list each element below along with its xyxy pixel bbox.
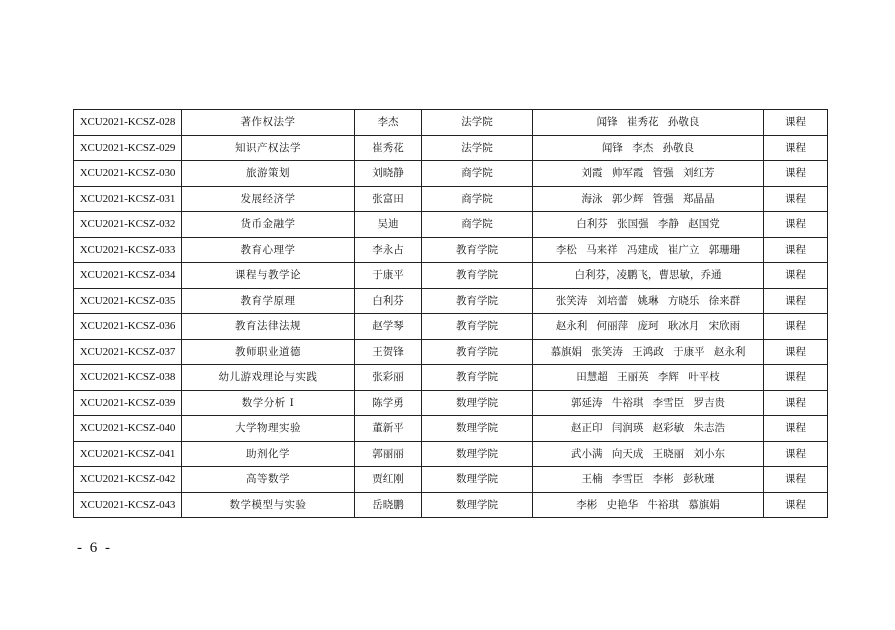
table-row: [74, 365, 828, 391]
college-cell: 数理学院: [422, 416, 533, 442]
members-cell: 张笑涛 刘培蕾 姚琳 方晓乐 徐来群: [533, 288, 764, 314]
type-cell: 课程: [764, 161, 828, 187]
leader-cell: 李杰: [355, 110, 422, 136]
leader-cell: 于康平: [355, 263, 422, 289]
course-name-cell: 教育法律法规: [182, 314, 355, 340]
table-row: [74, 237, 828, 263]
type-cell: 课程: [764, 314, 828, 340]
course-table-body: [74, 110, 828, 518]
project-code-cell: XCU2021-KCSZ-028: [74, 110, 182, 136]
members-cell: 田慧超 王丽英 李辉 叶平枝: [533, 365, 764, 391]
leader-cell: 张彩丽: [355, 365, 422, 391]
leader-cell: 董新平: [355, 416, 422, 442]
type-cell: 课程: [764, 492, 828, 518]
project-code-cell: XCU2021-KCSZ-029: [74, 135, 182, 161]
course-table: [73, 109, 828, 518]
course-name-cell: 幼儿游戏理论与实践: [182, 365, 355, 391]
project-code-cell: XCU2021-KCSZ-043: [74, 492, 182, 518]
college-cell: 法学院: [422, 135, 533, 161]
leader-cell: 李永占: [355, 237, 422, 263]
college-cell: 商学院: [422, 161, 533, 187]
course-name-cell: 大学物理实验: [182, 416, 355, 442]
members-cell: 赵永利 何丽萍 庞珂 耿冰月 宋欣雨: [533, 314, 764, 340]
members-cell: 白利芬，凌鹏飞，曹思敏，乔通: [533, 263, 764, 289]
table-row: [74, 110, 828, 136]
leader-cell: 王贺锋: [355, 339, 422, 365]
table-row: [74, 390, 828, 416]
leader-cell: 贾红刚: [355, 467, 422, 493]
table-row: [74, 441, 828, 467]
project-code-cell: XCU2021-KCSZ-040: [74, 416, 182, 442]
college-cell: 数理学院: [422, 390, 533, 416]
page-number: - 6 -: [77, 540, 112, 556]
project-code-cell: XCU2021-KCSZ-041: [74, 441, 182, 467]
project-code-cell: XCU2021-KCSZ-042: [74, 467, 182, 493]
members-cell: 李松 马来祥 冯建成 崔广立 郭珊珊: [533, 237, 764, 263]
type-cell: 课程: [764, 416, 828, 442]
leader-cell: 郭丽丽: [355, 441, 422, 467]
college-cell: 法学院: [422, 110, 533, 136]
table-row: [74, 212, 828, 238]
table-row: [74, 135, 828, 161]
project-code-cell: XCU2021-KCSZ-036: [74, 314, 182, 340]
members-cell: 白利芬 张国强 李静 赵国党: [533, 212, 764, 238]
members-cell: 刘霞 帅军霞 管强 刘红芳: [533, 161, 764, 187]
type-cell: 课程: [764, 339, 828, 365]
leader-cell: 崔秀花: [355, 135, 422, 161]
members-cell: 闻锋 崔秀花 孙敬良: [533, 110, 764, 136]
members-cell: 赵正印 闫润瑛 赵彩敏 朱志浩: [533, 416, 764, 442]
table-row: [74, 288, 828, 314]
college-cell: 教育学院: [422, 365, 533, 391]
project-code-cell: XCU2021-KCSZ-030: [74, 161, 182, 187]
table-row: [74, 314, 828, 340]
project-code-cell: XCU2021-KCSZ-032: [74, 212, 182, 238]
table-row: [74, 263, 828, 289]
type-cell: 课程: [764, 110, 828, 136]
members-cell: 慕旗娟 张笑涛 王鸿政 于康平 赵永利: [533, 339, 764, 365]
type-cell: 课程: [764, 441, 828, 467]
project-code-cell: XCU2021-KCSZ-031: [74, 186, 182, 212]
table-row: [74, 492, 828, 518]
leader-cell: 陈学勇: [355, 390, 422, 416]
project-code-cell: XCU2021-KCSZ-034: [74, 263, 182, 289]
course-name-cell: 知识产权法学: [182, 135, 355, 161]
type-cell: 课程: [764, 263, 828, 289]
members-cell: 王楠 李雪臣 李彬 彭秋瑾: [533, 467, 764, 493]
project-code-cell: XCU2021-KCSZ-035: [74, 288, 182, 314]
leader-cell: 张富田: [355, 186, 422, 212]
leader-cell: 岳晓鹏: [355, 492, 422, 518]
course-name-cell: 数学模型与实验: [182, 492, 355, 518]
college-cell: 数理学院: [422, 441, 533, 467]
type-cell: 课程: [764, 212, 828, 238]
table-row: [74, 161, 828, 187]
course-name-cell: 助剂化学: [182, 441, 355, 467]
members-cell: 郭延涛 牛裕琪 李雪臣 罗吉贵: [533, 390, 764, 416]
college-cell: 数理学院: [422, 467, 533, 493]
course-name-cell: 高等数学: [182, 467, 355, 493]
college-cell: 商学院: [422, 186, 533, 212]
type-cell: 课程: [764, 390, 828, 416]
college-cell: 数理学院: [422, 492, 533, 518]
course-name-cell: 数学分析 I: [182, 390, 355, 416]
college-cell: 教育学院: [422, 263, 533, 289]
type-cell: 课程: [764, 186, 828, 212]
course-name-cell: 著作权法学: [182, 110, 355, 136]
college-cell: 教育学院: [422, 339, 533, 365]
table-row: [74, 416, 828, 442]
course-name-cell: 教育心理学: [182, 237, 355, 263]
members-cell: 李彬 史艳华 牛裕琪 慕旗娟: [533, 492, 764, 518]
course-name-cell: 教师职业道德: [182, 339, 355, 365]
course-name-cell: 教育学原理: [182, 288, 355, 314]
leader-cell: 吴迪: [355, 212, 422, 238]
project-code-cell: XCU2021-KCSZ-039: [74, 390, 182, 416]
table-row: [74, 339, 828, 365]
members-cell: 武小满 向天成 王晓丽 刘小东: [533, 441, 764, 467]
college-cell: 教育学院: [422, 288, 533, 314]
college-cell: 教育学院: [422, 237, 533, 263]
members-cell: 闻锋 李杰 孙敬良: [533, 135, 764, 161]
leader-cell: 赵学琴: [355, 314, 422, 340]
course-name-cell: 课程与教学论: [182, 263, 355, 289]
course-name-cell: 货币金融学: [182, 212, 355, 238]
type-cell: 课程: [764, 288, 828, 314]
leader-cell: 刘晓静: [355, 161, 422, 187]
type-cell: 课程: [764, 237, 828, 263]
table-row: [74, 186, 828, 212]
course-name-cell: 旅游策划: [182, 161, 355, 187]
college-cell: 教育学院: [422, 314, 533, 340]
table-row: [74, 467, 828, 493]
course-name-cell: 发展经济学: [182, 186, 355, 212]
leader-cell: 白利芬: [355, 288, 422, 314]
project-code-cell: XCU2021-KCSZ-037: [74, 339, 182, 365]
project-code-cell: XCU2021-KCSZ-038: [74, 365, 182, 391]
project-code-cell: XCU2021-KCSZ-033: [74, 237, 182, 263]
type-cell: 课程: [764, 135, 828, 161]
college-cell: 商学院: [422, 212, 533, 238]
type-cell: 课程: [764, 467, 828, 493]
type-cell: 课程: [764, 365, 828, 391]
members-cell: 海泳 郭少辉 管强 郑晶晶: [533, 186, 764, 212]
